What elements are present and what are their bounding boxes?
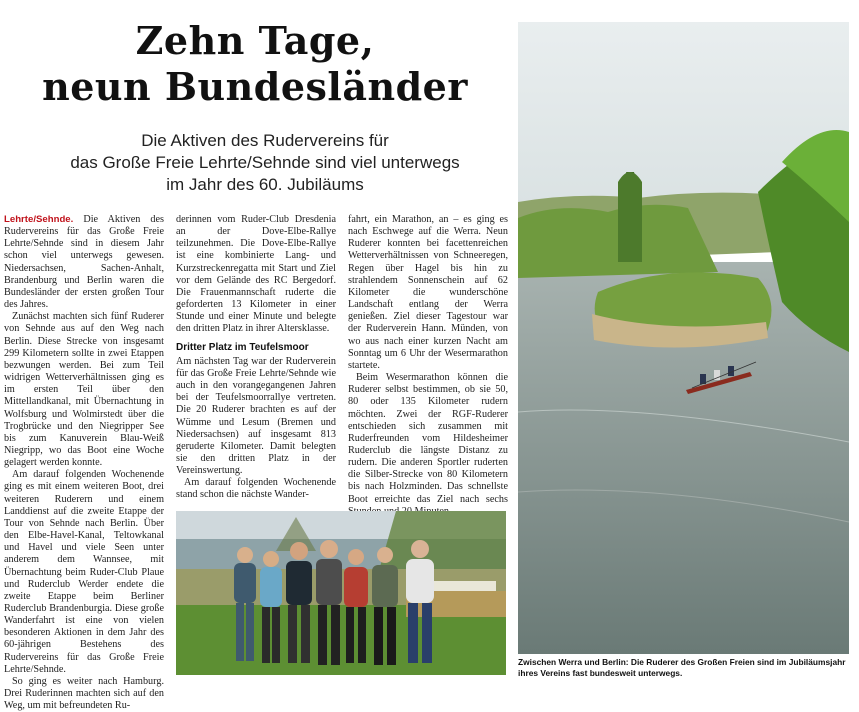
paragraph: So ging es weiter nach Hamburg. Drei Ruderinnen machten sich auf den Weg, um mit befreundeten Ru- xyxy=(4,675,164,712)
group-photo xyxy=(176,511,506,675)
headline xyxy=(20,18,490,110)
subheadline xyxy=(30,130,500,196)
paragraph: Zunächst machten sich fünf Ruderer von Sehnde aus auf den Weg nach Berlin. Diese Strecke von insgesamt 299 Kilometern sollte in zwei Etappen bezwungen werden. Bei zum Teil widrigen Wetterverhältnissen ging es im ersten Teil über den Mittellandkanal, mit Übernachtung in Wolfsburg und Wolmirstedt über die Trogbrücke und den Niegripper See bis zum Kanuverein Blau-Weiß Niegripp, wo das Boot eine Woche gelagert werden konnte. xyxy=(4,311,164,469)
headline-line-2: neun Bundesländer xyxy=(42,64,468,109)
subheadline-line-1: Die Aktiven des Rudervereins für xyxy=(141,131,389,150)
dateline: Lehrte/Sehnde. xyxy=(4,214,74,225)
paragraph: Am nächsten Tag war der Ruderverein für das Große Freie Lehrte/Sehnde wie auch in den vorangegangenen Jahren bei der Teufelsmoorrallye vertreten. Die 20 Ruderer brachten es auf der Wümme und Lesum (Bremen und Niedersachsen) auf insgesamt 813 geruderte Kilometer. Damit belegten sie den dritten Platz in der Vereinswertung. xyxy=(176,355,336,477)
subheadline-line-3: im Jahr des 60. Jubiläums xyxy=(166,175,364,194)
paragraph: derinnen vom Ruder-Club Dresdenia an der Dove-Elbe-Rallye teilzunehmen. Die Dove-Elbe-Rallye ist eine kombinierte Lang- und Kurzstreckenregatta mit Start und Ziel vor dem Gelände des RC Bergedorf. Die Frauenmannschaft ruderte die geforderten 13 Kilometer in einer Stunde und einer Minute und belegte den dritten Platz in ihrer Altersklasse. xyxy=(176,214,336,335)
subheadline-line-2: das Große Freie Lehrte/Sehnde sind viel unterwegs xyxy=(70,153,460,172)
paragraph: Am darauf folgenden Wochenende stand schon die nächste Wander- xyxy=(176,477,336,501)
article-column-2 xyxy=(176,214,336,502)
article-column-1 xyxy=(4,214,164,712)
subheading: Dritter Platz im Teufelsmoor xyxy=(176,341,309,353)
paragraph: Am darauf folgenden Wochenende ging es mit einem weiteren Boot, drei weiteren Ruderern und einem Landdienst auf die zweite Etappe der Tour von Sehnde nach Berlin. Über den Elbe-Havel-Kanal, Teltowkanal und Havel und viele Seen unter anderem dem Wannsee, mit Übernachtung beim Ruder-Club Plaue und Ruderclub Werder endete die zweite Etappe beim Berliner Ruderclub Brandenburgia. Diese große Wanderfahrt ist eine von vielen besonderen Aktionen in dem Jahr des 60-jährigen Bestehens des Rudervereins für das Große Freie Lehrte/Sehnde. xyxy=(4,469,164,675)
paragraph: fahrt, ein Marathon, an – es ging es nach Eschwege auf die Werra. Neun Ruderer konnten bei facettenreichen Wetterverhältnissen von Schneeregen, Regen über Hagel bis hin zu strahlendem Sonnenschein auf 62 Kilometer die wunderschöne Landschaft entlang der Werra genießen. Ziel dieser Tagestour war der Ruderverein Hann. Münden, von wo aus nach einer kurzen Nacht am Sonntag um 6 Uhr der Wesermarathon startete. xyxy=(348,214,508,371)
article-column-3 xyxy=(348,214,508,518)
paragraph: Beim Wesermarathon können die Ruderer selbst bestimmen, ob sie 50, 80 oder 135 Kilometer rudern möchten. Zwei der RGF-Ruderer entschieden sich zusammen mit Ruderfreunden vom Hildesheimer Ruderclub die längste Distanz zu rudern. Die anderen Sportler ruderten die Silber-Strecke von 80 Kilometern bis nach Holzminden. Das schnellste Boot erreichte das Ziel nach sechs xyxy=(348,372,508,505)
headline-line-1: Zehn Tage, xyxy=(135,18,375,63)
river-photo xyxy=(518,22,849,654)
paragraph: Lehrte/Sehnde. Die Aktiven des Rudervereins für das Große Freie Lehrte/Sehnde sind in diesem Jahr schon viel unterwegs gewesen. Niedersachsen, Sachen-Anhalt, Brandenburg und Berlin waren die Bundesländer der ersten großen Tour des Jahres. xyxy=(4,214,164,311)
photo-caption: Zwischen Werra und Berlin: Die Ruderer des Großen Freien sind im Jubiläumsjahr ihres Vereins fast bundesweit unterwegs. xyxy=(518,657,846,678)
